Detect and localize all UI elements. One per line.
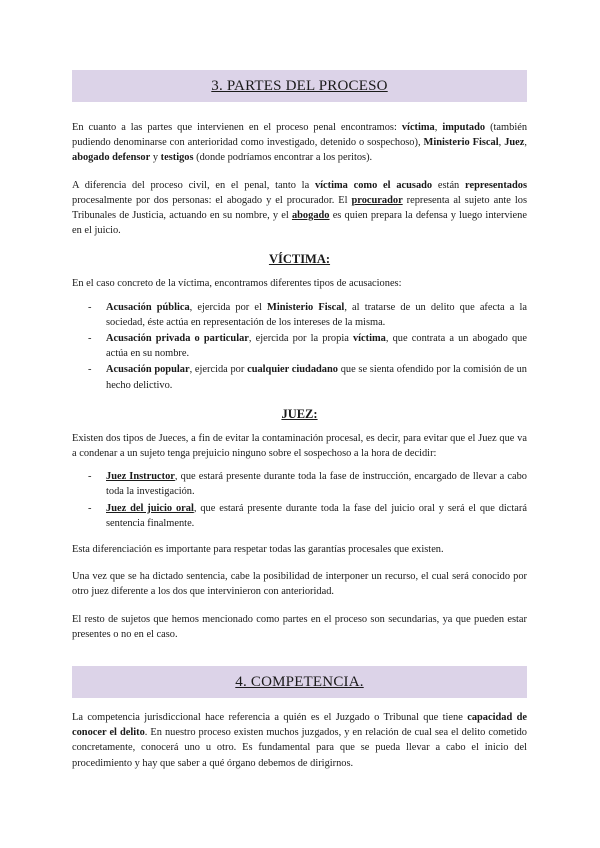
section-4-heading	[72, 666, 527, 698]
bold-term: abogado defensor	[72, 152, 151, 164]
list-item	[72, 331, 527, 361]
text-run: ,	[498, 137, 505, 149]
text-run: (también pudiendo denominarse con anterioridad como investigado, detenido o sospechoso),	[72, 122, 528, 149]
victima-accusation-list	[72, 300, 527, 393]
victima-heading: VÍCTIMA:	[268, 252, 331, 267]
text-run: , que estará presente durante toda la fase de instrucción, encargado de llevar a cabo toda la investigación.	[106, 471, 527, 498]
juez-types-list	[72, 469, 527, 531]
text-run: están	[432, 179, 466, 191]
list-item	[72, 469, 527, 499]
bold-term: capacidad de conocer el delito	[72, 712, 527, 739]
text-run: , al tratarse de un delito que afecta a la sociedad, éste actúa en representación de los intereses de la misma.	[106, 301, 527, 328]
text-run: La competencia jurisdiccional hace referencia a quién es el Juzgado o Tribunal que tiene	[72, 712, 468, 724]
bold-term: Juez Instructor	[106, 471, 175, 483]
paragraph-competencia	[72, 710, 527, 771]
list-item	[72, 501, 527, 531]
juez-heading: JUEZ:	[281, 406, 318, 421]
bold-term: representados	[465, 179, 527, 191]
bold-term: procurador	[351, 194, 403, 206]
document-page	[72, 70, 527, 771]
text-run: representa al sujeto ante los Tribunales de Justicia, actuando en su nombre, y el	[72, 194, 527, 222]
text-run: . En nuestro proceso existen muchos juzgados, y en relación de cual sea el delito cometido concretamente, conocerá uno u otro. Es fundamental para que se pueda llevar a cabo el inicio del procedimiento y hay que saber a qué órgano debemos de dirigirnos.	[72, 727, 527, 769]
text-run: En cuanto a las partes que intervienen en el proceso penal encontramos:	[72, 122, 402, 133]
bold-term: víctima	[352, 333, 386, 345]
text-run: y	[150, 152, 161, 164]
bold-term: Ministerio Fiscal	[423, 137, 499, 149]
text-run: , ejercida por la propia	[248, 333, 353, 345]
text-run: El resto de sujetos que hemos mencionado como partes en el proceso son secundarias, ya que pueden estar presentes o no en el caso.	[72, 613, 527, 640]
paragraph-civil-difference	[72, 178, 527, 239]
bold-term: Ministerio Fiscal	[267, 301, 345, 313]
bold-term: abogado	[291, 210, 330, 222]
text-run: Esta diferenciación es importante para respetar todas las garantías procesales que existen.	[72, 544, 444, 556]
text-run: que se sienta ofendido por la comisión de un hecho delictivo.	[106, 364, 527, 391]
list-item	[72, 362, 527, 392]
section-3-title: 3. PARTES DEL PROCESO	[211, 77, 388, 94]
text-run: procesalmente por dos personas: el abogado y el procurador. El	[72, 194, 352, 206]
bold-term: víctima	[401, 122, 435, 133]
text-run: , ejercida por el	[189, 301, 268, 313]
section-3-heading	[72, 70, 527, 102]
text-run: Una vez que se ha dictado sentencia, cabe la posibilidad de interponer un recurso, el cual será conocido por otro juez diferente a los dos que intervinieron con anterioridad.	[72, 571, 527, 598]
list-item	[72, 300, 527, 330]
paragraph-recurso	[72, 569, 527, 599]
section-4-title: 4. COMPETENCIA.	[235, 673, 364, 690]
bold-term: imputado	[442, 122, 486, 133]
text-run: , que contrata a un abogado que actúa en su nombre.	[106, 333, 527, 360]
bold-term: Acusación pública	[106, 301, 190, 313]
paragraph-juez-intro	[72, 431, 527, 461]
text-run: (donde podríamos encontrar a los peritos).	[193, 152, 373, 164]
paragraph-secundarias	[72, 612, 527, 642]
bold-term: cualquier ciudadano	[247, 364, 338, 376]
bold-term: Acusación privada o particular	[106, 333, 249, 345]
text-run: A diferencia del proceso civil, en el penal, tanto la	[72, 179, 315, 191]
text-run: es quien prepara la defensa y luego interviene en el juicio.	[72, 210, 527, 237]
text-run: ,	[434, 122, 443, 133]
text-run: Existen dos tipos de Jueces, a fin de evitar la contaminación procesal, es decir, para evitar que el Juez que va a condenar a un sujeto tenga prejuicio ninguno sobre el sospechoso a la hora de decidir:	[72, 432, 527, 460]
text-run: En el caso concreto de la víctima, encontramos diferentes tipos de acusaciones:	[72, 278, 402, 290]
text-run: , que estará presente durante toda la fase del juicio oral y será el que dictará sentencia finalmente.	[106, 502, 527, 529]
paragraph-parties-intro	[72, 120, 527, 166]
bold-term: testigos	[160, 152, 194, 164]
paragraph-garantias	[72, 542, 527, 557]
bold-term: Juez del juicio oral	[106, 502, 194, 514]
bold-term: víctima como el acusado	[314, 179, 433, 191]
bold-term: Juez	[504, 137, 525, 149]
text-run: ,	[524, 137, 527, 149]
bold-term: Acusación popular	[106, 364, 190, 376]
text-run: , ejercida por	[189, 364, 248, 376]
paragraph-victima-intro	[72, 276, 527, 291]
